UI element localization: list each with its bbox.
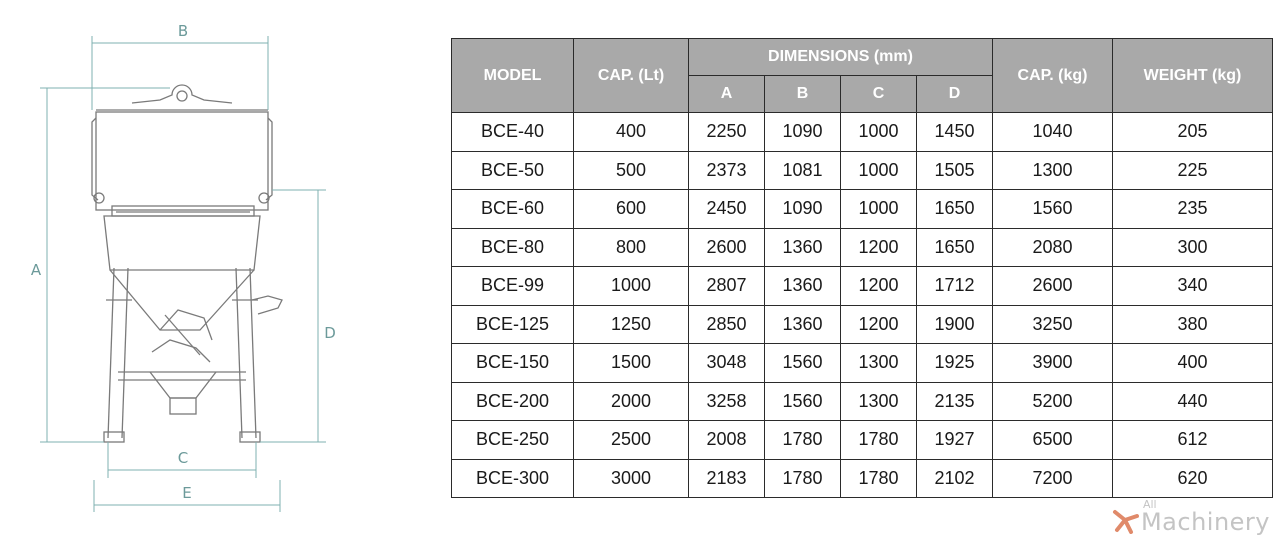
cell-dim-d: 1505	[917, 151, 993, 190]
cell-dim-c: 1000	[841, 113, 917, 152]
cell-weight: 612	[1113, 421, 1273, 460]
cell-dim-c: 1000	[841, 151, 917, 190]
cell-capacity-liters: 3000	[574, 459, 689, 498]
cell-capacity-liters: 2000	[574, 382, 689, 421]
table-row	[452, 113, 1273, 152]
cell-capacity-kg: 6500	[993, 421, 1113, 460]
cell-model: BCE-60	[452, 190, 574, 229]
cell-capacity-kg: 5200	[993, 382, 1113, 421]
cell-dim-b: 1360	[765, 228, 841, 267]
cell-capacity-liters: 2500	[574, 421, 689, 460]
cell-capacity-kg: 2080	[993, 228, 1113, 267]
cell-dim-b: 1560	[765, 382, 841, 421]
cell-capacity-kg: 1300	[993, 151, 1113, 190]
cell-capacity-kg: 7200	[993, 459, 1113, 498]
header-dim-c: C	[841, 76, 917, 113]
table-row	[452, 267, 1273, 306]
cell-weight: 440	[1113, 382, 1273, 421]
watermark-line-2: Machinery	[1140, 508, 1270, 536]
cell-dim-a: 2850	[689, 305, 765, 344]
cell-dim-b: 1090	[765, 190, 841, 229]
cell-capacity-kg: 1040	[993, 113, 1113, 152]
cell-dim-b: 1360	[765, 267, 841, 306]
cell-capacity-kg: 1560	[993, 190, 1113, 229]
table-row	[452, 190, 1273, 229]
cell-capacity-liters: 1000	[574, 267, 689, 306]
table-row	[452, 382, 1273, 421]
cell-dim-a: 2450	[689, 190, 765, 229]
dimension-label-d: D	[324, 324, 336, 342]
cell-dim-b: 1090	[765, 113, 841, 152]
table-row	[452, 459, 1273, 498]
cell-dim-c: 1780	[841, 421, 917, 460]
cell-model: BCE-99	[452, 267, 574, 306]
cell-weight: 380	[1113, 305, 1273, 344]
cell-dim-c: 1780	[841, 459, 917, 498]
cell-model: BCE-80	[452, 228, 574, 267]
cell-dim-d: 1712	[917, 267, 993, 306]
header-weight: WEIGHT (kg)	[1113, 39, 1273, 113]
table-row	[452, 151, 1273, 190]
cell-model: BCE-50	[452, 151, 574, 190]
cell-weight: 400	[1113, 344, 1273, 383]
cell-weight: 300	[1113, 228, 1273, 267]
header-capacity-liters: CAP. (Lt)	[574, 39, 689, 113]
cell-capacity-kg: 3900	[993, 344, 1113, 383]
cell-weight: 225	[1113, 151, 1273, 190]
cell-dim-d: 1650	[917, 190, 993, 229]
cell-dim-b: 1081	[765, 151, 841, 190]
cell-capacity-liters: 600	[574, 190, 689, 229]
table-body	[452, 113, 1273, 498]
cell-dim-a: 2807	[689, 267, 765, 306]
cell-model: BCE-200	[452, 382, 574, 421]
cell-weight: 235	[1113, 190, 1273, 229]
cell-dim-a: 2183	[689, 459, 765, 498]
cell-dim-d: 1900	[917, 305, 993, 344]
cell-model: BCE-40	[452, 113, 574, 152]
cell-dim-d: 1650	[917, 228, 993, 267]
table-row	[452, 421, 1273, 460]
cell-dim-d: 2102	[917, 459, 993, 498]
table-row	[452, 344, 1273, 383]
cell-dim-a: 2250	[689, 113, 765, 152]
header-capacity-kg: CAP. (kg)	[993, 39, 1113, 113]
header-dim-b: B	[765, 76, 841, 113]
concrete-bucket-drawing	[0, 0, 420, 546]
dimension-label-b: B	[177, 22, 189, 40]
cell-capacity-liters: 800	[574, 228, 689, 267]
cell-weight: 340	[1113, 267, 1273, 306]
cell-dim-a: 3048	[689, 344, 765, 383]
cell-dim-c: 1300	[841, 382, 917, 421]
cell-capacity-liters: 400	[574, 113, 689, 152]
header-dim-d: D	[917, 76, 993, 113]
dimension-label-c: C	[177, 449, 189, 467]
cell-capacity-liters: 1500	[574, 344, 689, 383]
cell-dim-a: 2373	[689, 151, 765, 190]
header-dim-a: A	[689, 76, 765, 113]
table-row	[452, 228, 1273, 267]
cell-dim-c: 1300	[841, 344, 917, 383]
cell-capacity-kg: 2600	[993, 267, 1113, 306]
cell-dim-d: 1927	[917, 421, 993, 460]
dimension-label-e: E	[182, 484, 192, 502]
cell-model: BCE-250	[452, 421, 574, 460]
cell-dim-d: 1450	[917, 113, 993, 152]
table-row	[452, 305, 1273, 344]
cell-dim-b: 1560	[765, 344, 841, 383]
cell-dim-b: 1360	[765, 305, 841, 344]
cell-dim-b: 1780	[765, 421, 841, 460]
cell-model: BCE-125	[452, 305, 574, 344]
cell-weight: 620	[1113, 459, 1273, 498]
cell-dim-c: 1000	[841, 190, 917, 229]
cell-capacity-liters: 500	[574, 151, 689, 190]
cell-dim-c: 1200	[841, 267, 917, 306]
cell-model: BCE-300	[452, 459, 574, 498]
cell-capacity-kg: 3250	[993, 305, 1113, 344]
dimension-label-a: A	[30, 261, 42, 279]
specifications-table	[451, 38, 1273, 498]
cell-model: BCE-150	[452, 344, 574, 383]
cell-dim-a: 3258	[689, 382, 765, 421]
cell-weight: 205	[1113, 113, 1273, 152]
header-dimensions: DIMENSIONS (mm)	[689, 39, 993, 76]
cell-dim-d: 1925	[917, 344, 993, 383]
cell-dim-d: 2135	[917, 382, 993, 421]
cell-dim-b: 1780	[765, 459, 841, 498]
cell-capacity-liters: 1250	[574, 305, 689, 344]
header-model: MODEL	[452, 39, 574, 113]
watermark	[1111, 499, 1270, 534]
watermark-line-1: All	[1142, 498, 1157, 511]
cell-dim-a: 2008	[689, 421, 765, 460]
cell-dim-c: 1200	[841, 228, 917, 267]
cell-dim-c: 1200	[841, 305, 917, 344]
allmachinery-logo-icon	[1111, 508, 1141, 534]
cell-dim-a: 2600	[689, 228, 765, 267]
